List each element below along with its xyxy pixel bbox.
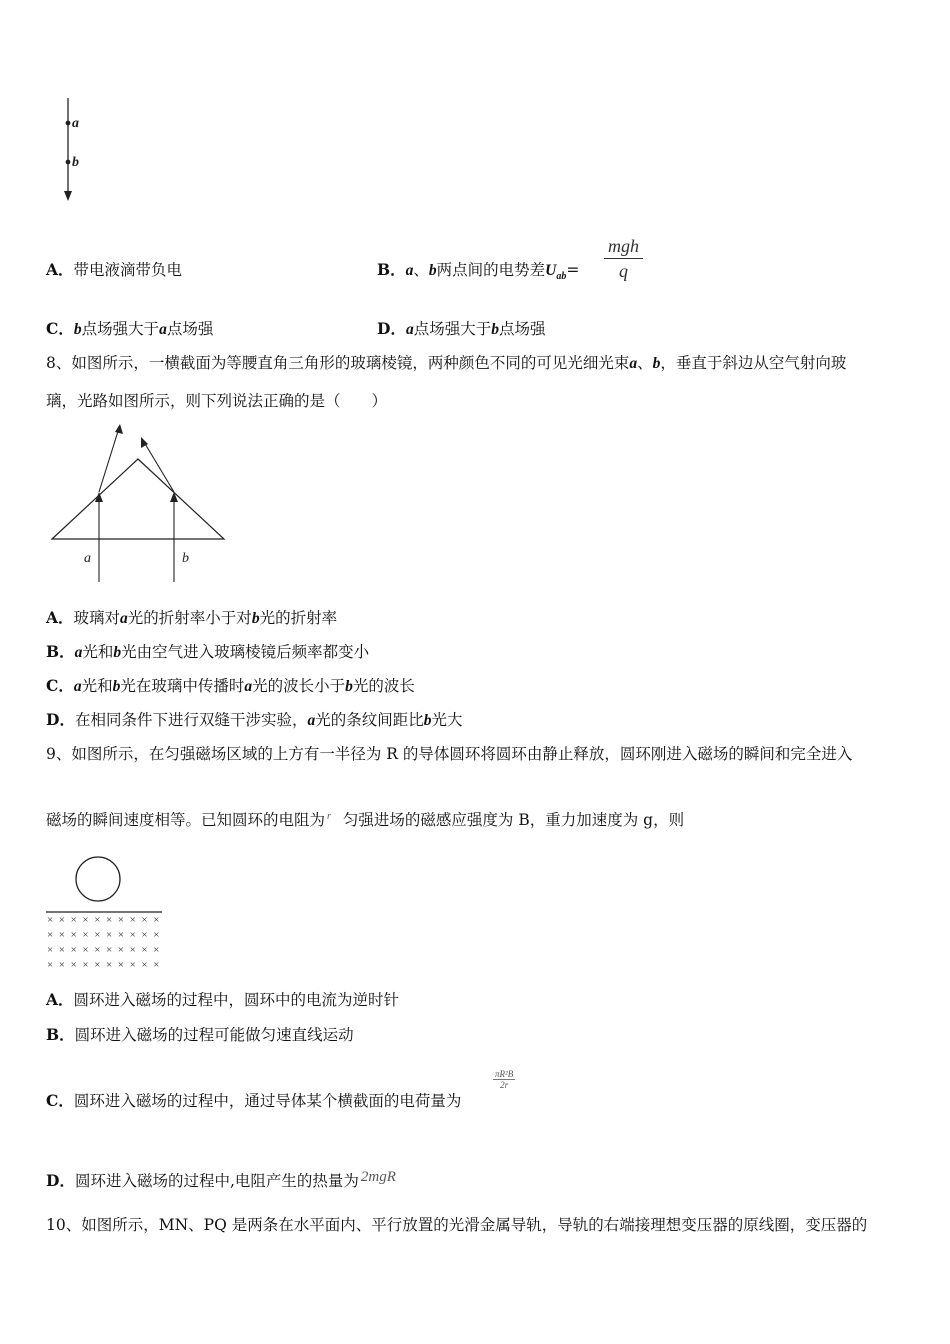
- field-x-mark: ×: [129, 929, 136, 941]
- field-x-mark: ×: [117, 929, 125, 941]
- q8-option-d[interactable]: D．在相同条件下进行双缝干涉实验，a光的条纹间距比b光大: [46, 710, 463, 729]
- option-text: 点场强: [498, 320, 546, 338]
- field-x-mark: ×: [82, 929, 89, 941]
- ring-field-figure: [44, 852, 168, 974]
- field-x-mark: ×: [141, 959, 148, 971]
- option-text: 点场强: [166, 320, 214, 338]
- equals-sign: =: [566, 261, 580, 279]
- field-x-mark: ×: [129, 944, 136, 956]
- option-label: D．: [377, 319, 406, 338]
- q8-stem-line1: 8、如图所示，一横截面为等腰直角三角形的玻璃棱镜，两种颜色不同的可见光细光束a、b，垂直于斜边从空气射向玻: [46, 354, 847, 372]
- q7-fraction: [604, 234, 643, 283]
- field-line-figure: [55, 95, 105, 207]
- option-label: B．: [377, 260, 406, 279]
- option-label: A．: [46, 260, 74, 279]
- field-x-mark: ×: [82, 959, 89, 971]
- field-x-mark: ×: [47, 944, 54, 956]
- field-x-mark: ×: [129, 914, 136, 926]
- var-b: b: [73, 321, 82, 338]
- field-x-mark: ×: [141, 944, 148, 956]
- q9-charge-fraction: [493, 1069, 515, 1090]
- field-x-mark: ×: [70, 944, 77, 956]
- field-x-mark: ×: [70, 929, 77, 941]
- field-x-mark: ×: [141, 929, 148, 941]
- q9-stem-line1: 9、如图所示，在匀强磁场区域的上方有一半径为 R 的导体圆环将圆环由静止释放，圆环刚进入磁场的瞬间和完全进入: [46, 745, 853, 763]
- q7-option-a[interactable]: [46, 259, 182, 281]
- q9-option-a[interactable]: A．圆环进入磁场的过程中，圆环中的电流为逆时针: [46, 990, 400, 1009]
- option-text: 点场强大于: [81, 320, 160, 338]
- field-x-mark: ×: [58, 929, 66, 941]
- q9-option-d[interactable]: D．圆环进入磁场的过程中,电阻产生的热量为 2mgR: [46, 1169, 396, 1190]
- prism-figure: [44, 420, 234, 590]
- field-x-mark: ×: [106, 914, 113, 926]
- field-x-mark: ×: [129, 959, 136, 971]
- q9-option-b[interactable]: B．圆环进入磁场的过程可能做匀速直线运动: [46, 1025, 354, 1044]
- field-x-mark: ×: [82, 914, 89, 926]
- q10-stem-line1: 10、如图所示，MN、PQ 是两条在水平面内、平行放置的光滑金属导轨，导轨的右端接理想变压器的原线圈，变压器的: [46, 1216, 868, 1234]
- fraction-denominator: q: [619, 261, 628, 281]
- var-b: b: [491, 321, 499, 338]
- field-x-mark: ×: [70, 959, 77, 971]
- field-x-mark: ×: [58, 959, 66, 971]
- field-x-mark: ×: [153, 929, 160, 941]
- q8-option-a[interactable]: A．玻璃对a光的折射率小于对b光的折射率: [46, 608, 338, 627]
- heat-expression: 2mgR: [360, 1169, 396, 1185]
- field-x-mark: ×: [153, 944, 160, 956]
- field-x-mark: ×: [117, 914, 125, 926]
- field-x-mark: ×: [94, 929, 101, 941]
- var-a: a: [405, 262, 414, 279]
- option-text: 点场强大于: [413, 320, 492, 338]
- field-x-mark: ×: [58, 944, 66, 956]
- var-a: a: [159, 321, 167, 338]
- field-x-mark: ×: [94, 959, 101, 971]
- point-b-label: b: [72, 155, 79, 170]
- fraction-numerator: πR²B: [495, 1069, 514, 1079]
- var-u: U: [545, 262, 557, 279]
- field-x-mark: ×: [117, 944, 125, 956]
- field-x-mark: ×: [117, 959, 125, 971]
- field-x-mark: ×: [106, 944, 113, 956]
- field-x-mark: ×: [106, 929, 113, 941]
- field-x-mark: ×: [106, 959, 113, 971]
- option-text: 带电液滴带负电: [73, 261, 183, 279]
- conductor-ring: [76, 857, 120, 901]
- q9-option-c[interactable]: C．圆环进入磁场的过程中，通过导体某个横截面的电荷量为: [46, 1091, 462, 1110]
- q7-option-d[interactable]: [377, 318, 545, 341]
- field-x-mark: ×: [47, 959, 54, 971]
- field-x-mark: ×: [82, 944, 89, 956]
- field-x-mark: ×: [47, 929, 54, 941]
- field-x-mark: ×: [70, 914, 77, 926]
- field-x-mark: ×: [47, 914, 54, 926]
- q7-option-b[interactable]: [377, 259, 579, 288]
- q8-option-c[interactable]: C．a光和b光在玻璃中传播时a光的波长小于b光的波长: [46, 676, 415, 695]
- option-text: 两点间的电势差: [436, 261, 546, 279]
- fraction-denominator: 2r: [500, 1080, 509, 1090]
- field-x-mark: ×: [94, 944, 101, 956]
- field-x-mark: ×: [94, 914, 101, 926]
- q9-stem-line2: 磁场的瞬间速度相等。已知圆环的电阻为 $^r$ 匀强进场的磁感应强度为 B，重力加速度为 g，则: [46, 811, 685, 829]
- ray-b-label: b: [182, 551, 189, 566]
- field-x-mark: ×: [141, 914, 148, 926]
- field-x-mark: ×: [153, 914, 160, 926]
- q7-option-c[interactable]: [46, 318, 213, 341]
- point-a-label: a: [72, 116, 79, 131]
- q8-stem-line2: 璃，光路如图所示，则下列说法正确的是（ ）: [46, 392, 388, 410]
- field-x-mark: ×: [58, 914, 66, 926]
- field-marks: [47, 914, 159, 971]
- ray-a-label: a: [84, 551, 91, 566]
- fraction-numerator: mgh: [604, 234, 643, 259]
- var-a: a: [405, 321, 414, 338]
- q8-option-b[interactable]: B．a光和b光由空气进入玻璃棱镜后频率都变小: [46, 642, 370, 661]
- var-b: b: [428, 262, 437, 279]
- option-label: C．: [46, 319, 74, 338]
- field-x-mark: ×: [153, 959, 160, 971]
- subscript-ab: ab: [556, 271, 567, 283]
- separator: 、: [413, 261, 429, 279]
